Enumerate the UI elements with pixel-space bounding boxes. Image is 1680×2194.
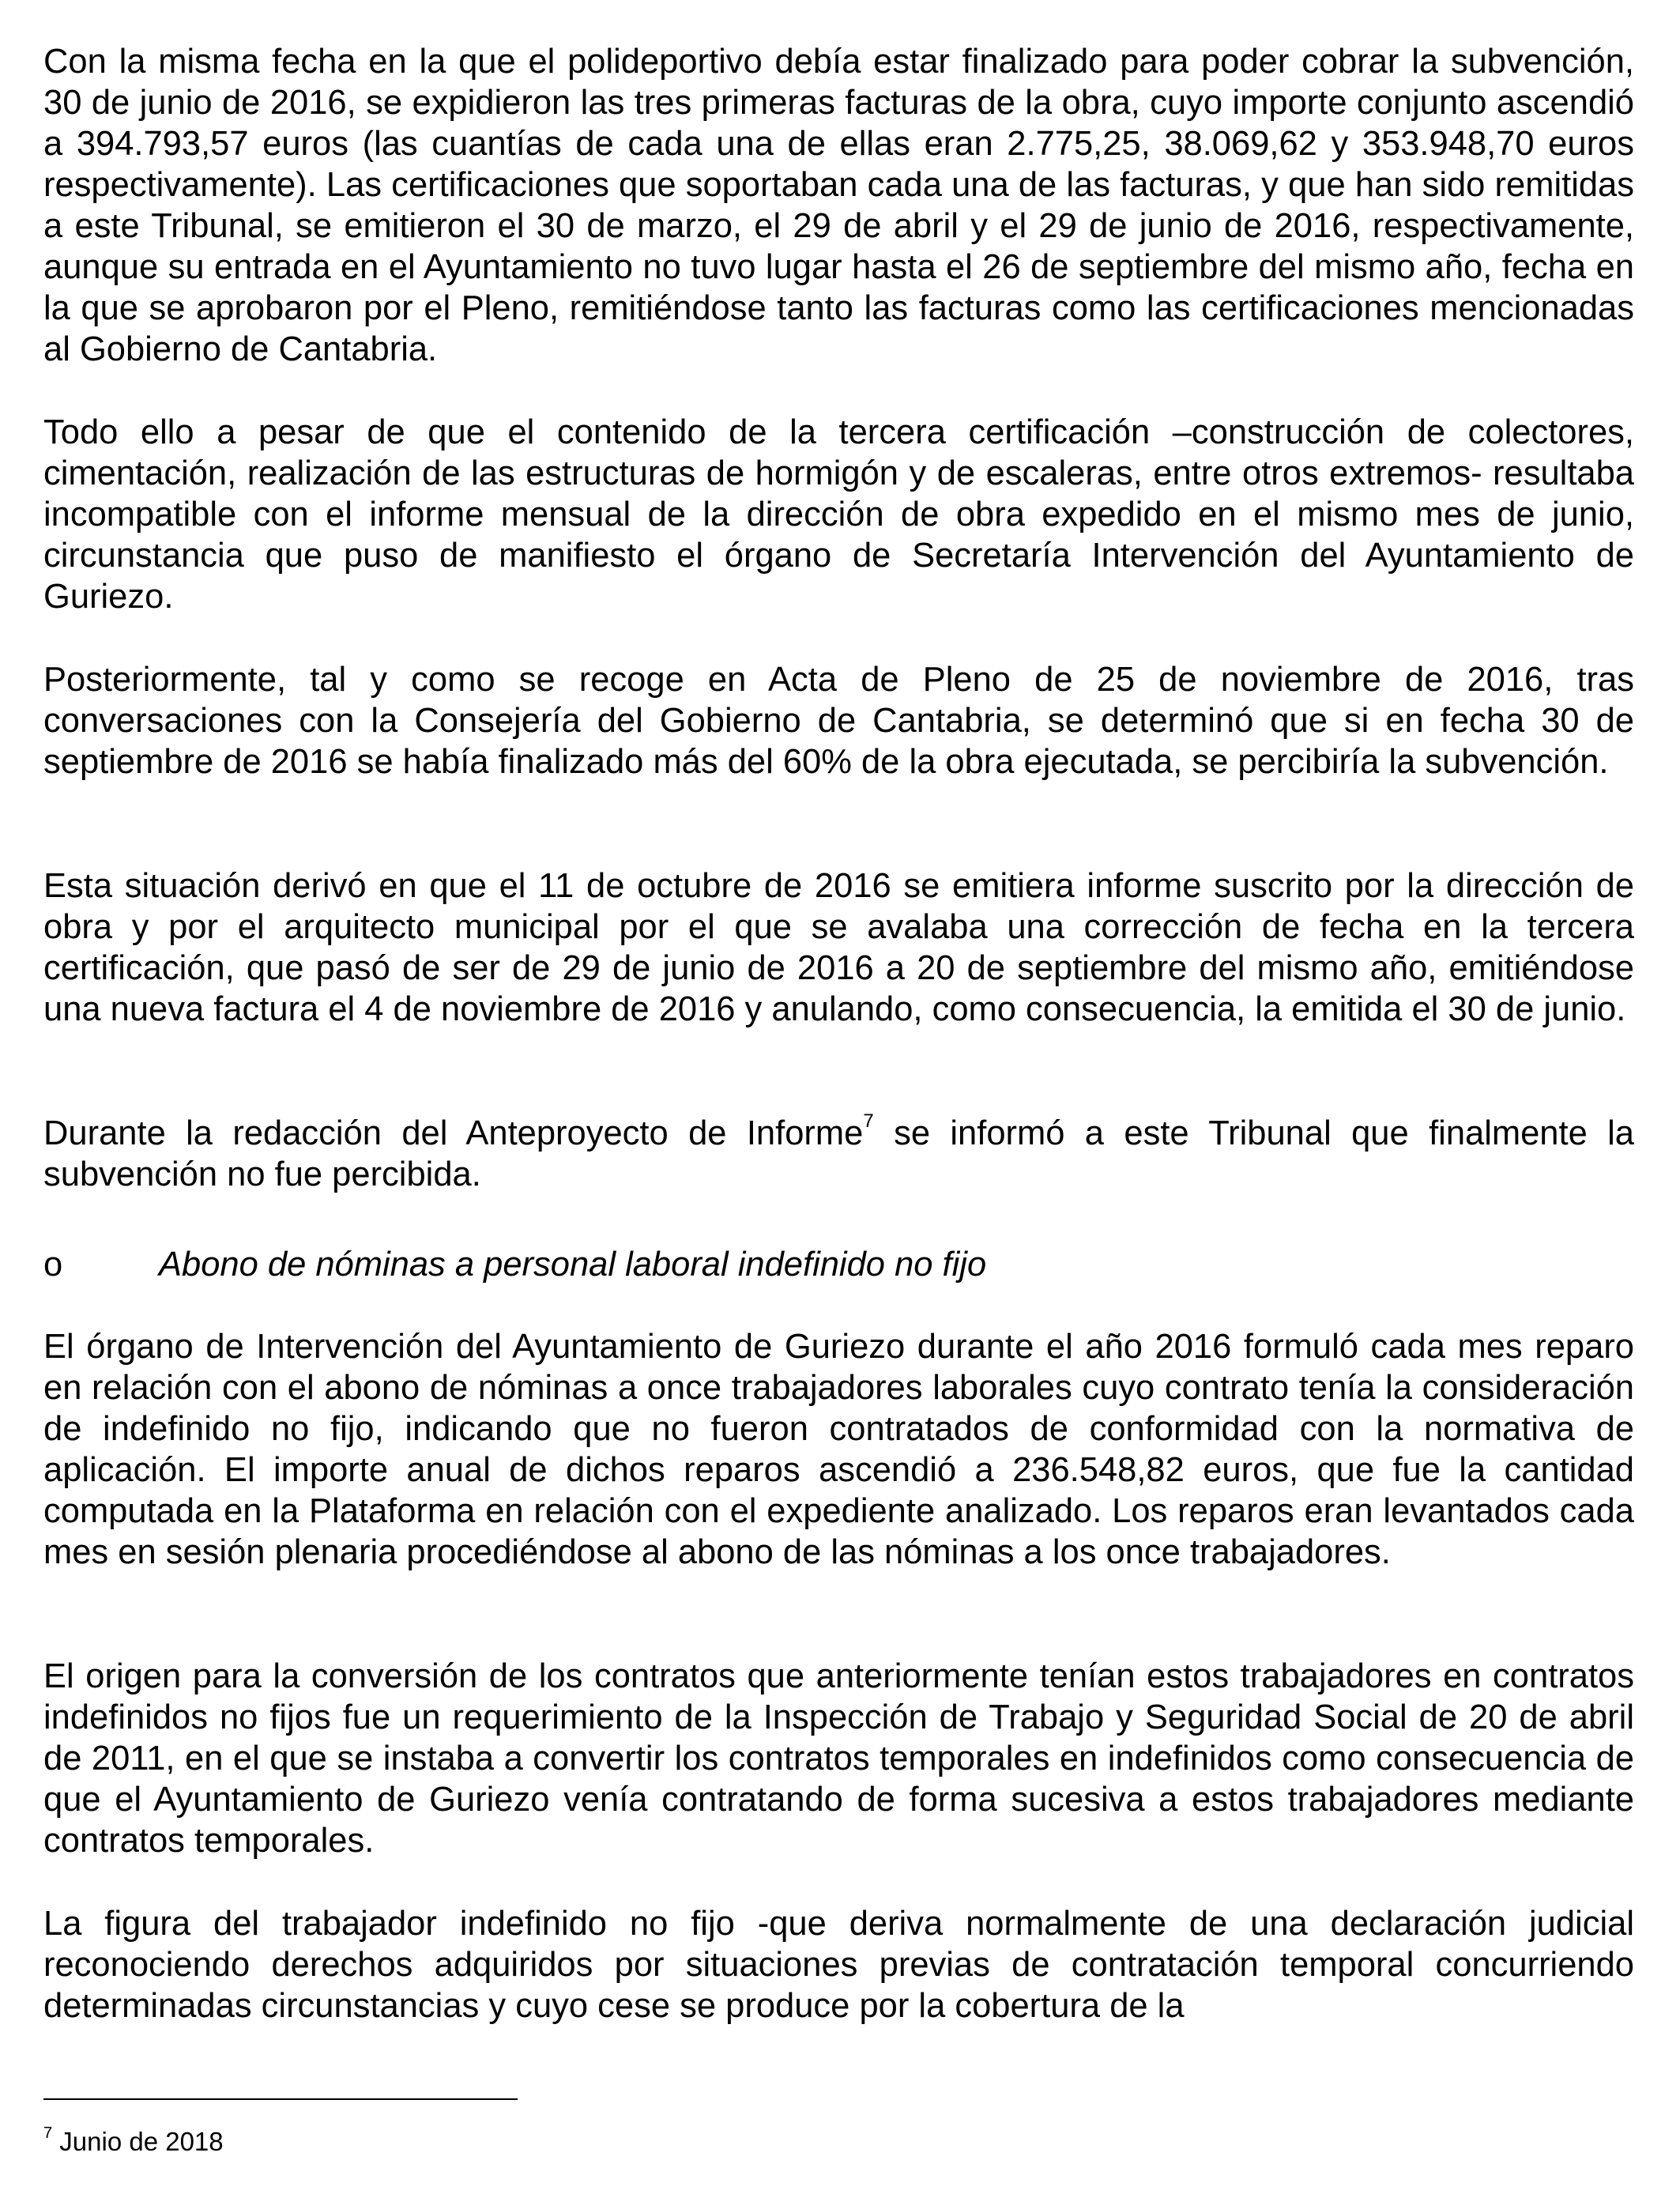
- paragraph-anteproyecto-end: se informó a este Tribunal que finalmente la subvención no fue percibida.: [43, 1114, 1634, 1193]
- bullet-marker: o: [43, 1246, 63, 1284]
- paragraph-anteproyecto-start: Durante la redacción del Anteproyecto de Informe: [43, 1114, 864, 1152]
- footnote-separator: [43, 2098, 518, 2100]
- paragraph-subvencion-facturas: Con la misma fecha en la que el polideportivo debía estar finalizado para poder cobrar la subvención, 30 de junio de 2016, se expidieron las tres primeras facturas de la obra, cuyo importe conjunto ascendió a 394.793,57 euros (las cuantías de cada una de ellas eran 2.775,25, 38.069,62 y 353.948,70 euros respectivamente). Las certificaciones que soportaban cada una de las facturas, y que han sido remitidas a este Tribunal, se emitieron el 30 de marzo, el 29 de abril y el 29 de junio de 2016, respectivamente, aunque su entrada en el Ayuntamiento no tuvo lugar hasta el 26 de septiembre del mismo año, fecha en la que se aprobaron por el Pleno, remitiéndose tanto las facturas como las certificaciones mencionadas al Gobierno de Cantabria.: [43, 43, 1634, 368]
- paragraph-reparos-nominas: El órgano de Intervención del Ayuntamiento de Guriezo durante el año 2016 formuló cada mes reparo en relación con el abono de nóminas a once trabajadores laborales cuyo contrato tenía la consideración de indefinido no fijo, indicando que no fueron contratados de conformidad con la normativa de aplicación. El importe anual de dichos reparos ascendió a 236.548,82 euros, que fue la cantidad computada en la Plataforma en relación con el expediente analizado. Los reparos eran levantados cada mes en sesión plenaria procediéndose al abono de las nóminas a los once trabajadores.: [43, 1328, 1634, 1571]
- paragraph-acta-pleno: Posteriormente, tal y como se recoge en Acta de Pleno de 25 de noviembre de 2016, tras conversaciones con la Consejería del Gobierno de Cantabria, se determinó que si en fecha 30 de septiembre de 2016 se había finalizado más del 60% de la obra ejecutada, se percibiría la subvención.: [43, 661, 1634, 781]
- paragraph-correccion-fecha: Esta situación derivó en que el 11 de octubre de 2016 se emitiera informe suscrito por la dirección de obra y por el arquitecto municipal por el que se avalaba una corrección de fecha en la tercera certificación, que pasó de ser de 29 de junio de 2016 a 20 de septiembre del mismo año, emitiéndose una nueva factura el 4 de noviembre de 2016 y anulando, como consecuencia, la emitida el 30 de junio.: [43, 867, 1634, 1028]
- section-heading-nominas: Abono de nóminas a personal laboral indefinido no fijo: [159, 1246, 987, 1284]
- footnote-reference[interactable]: 7: [863, 1110, 874, 1132]
- paragraph-origen-conversion: El origen para la conversión de los contratos que anteriormente tenían estos trabajadores en contratos indefinidos no fijos fue un requerimiento de la Inspección de Trabajo y Seguridad Social de 20 de abril de 2011, en el que se instaba a convertir los contratos temporales en indefinidos como consecuencia de que el Ayuntamiento de Guriezo venía contratando de forma sucesiva a estos trabajadores mediante contratos temporales.: [43, 1657, 1634, 1860]
- paragraph-anteproyecto: [43, 1110, 1634, 1195]
- footnote-text: Junio de 2018: [52, 2127, 224, 2156]
- bullet-heading: [43, 1244, 1634, 1285]
- paragraph-trabajador-indefinido: La figura del trabajador indefinido no fijo -que deriva normalmente de una declaración judicial reconociendo derechos adquiridos por situaciones previas de contratación temporal concurriendo determinadas circunstancias y cuyo cese se produce por la cobertura de la: [43, 1905, 1634, 2025]
- paragraph-tercera-certificacion: Todo ello a pesar de que el contenido de la tercera certificación –construcción de colectores, cimentación, realización de las estructuras de hormigón y de escaleras, entre otros extremos- resultaba incompatible con el informe mensual de la dirección de obra expedido en el mismo mes de junio, circunstancia que puso de manifiesto el órgano de Secretaría Intervención del Ayuntamiento de Guriezo.: [43, 413, 1634, 616]
- footnote: [43, 2126, 224, 2158]
- footnote-number: 7: [43, 2124, 53, 2142]
